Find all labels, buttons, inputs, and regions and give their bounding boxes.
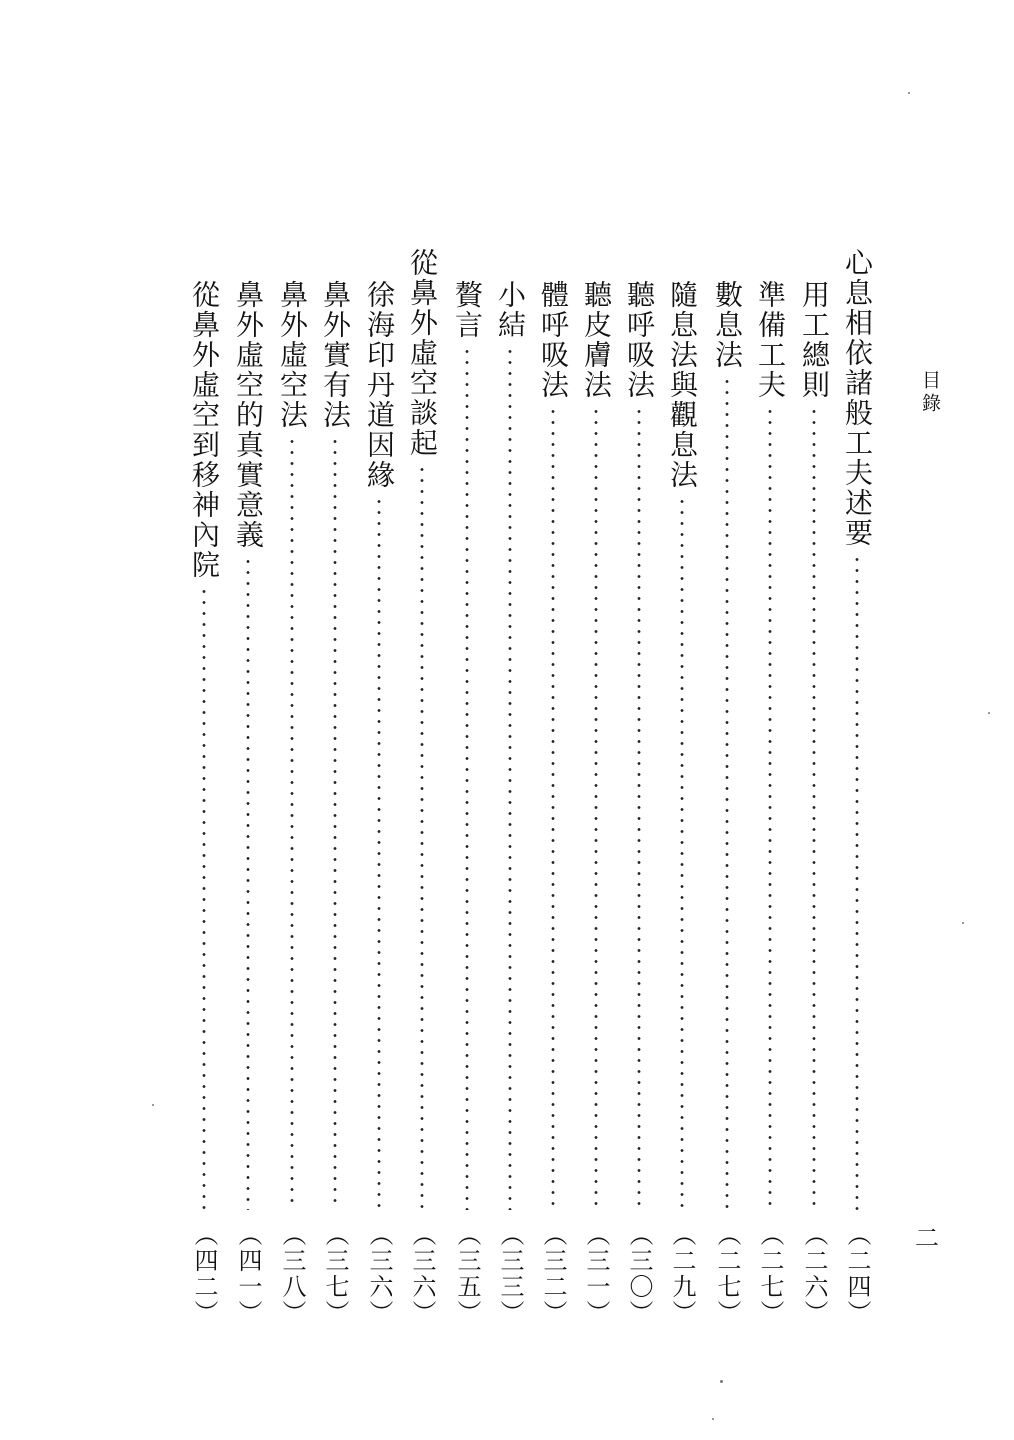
entry-title: 從鼻外虛空談起 bbox=[406, 248, 439, 458]
entry-page-number: （三五） bbox=[453, 1222, 481, 1326]
toc-entry bbox=[405, 0, 439, 1440]
entry-page-number: （三六） bbox=[365, 1222, 393, 1326]
entry-page-number: （二七） bbox=[756, 1222, 784, 1326]
entry-title: 小結 bbox=[494, 280, 527, 340]
toc-entry bbox=[579, 0, 613, 1440]
toc-entry bbox=[710, 0, 744, 1440]
dot-leader bbox=[812, 406, 816, 1210]
entry-page-number: （三六） bbox=[408, 1222, 436, 1326]
dot-leader bbox=[377, 496, 381, 1210]
toc-entry bbox=[318, 0, 352, 1440]
entry-title: 徐海印丹道因緣 bbox=[363, 280, 396, 490]
toc-entry bbox=[665, 0, 699, 1440]
entry-title: 隨息法與觀息法 bbox=[666, 280, 699, 490]
entry-title: 鼻外實有法 bbox=[319, 280, 352, 430]
dot-leader bbox=[290, 436, 294, 1210]
dot-leader bbox=[202, 586, 206, 1210]
dot-leader bbox=[508, 346, 512, 1210]
toc-entry bbox=[493, 0, 527, 1440]
toc-entry bbox=[187, 0, 221, 1440]
print-speck bbox=[712, 1418, 714, 1420]
print-speck bbox=[152, 1104, 154, 1106]
toc-entry bbox=[753, 0, 787, 1440]
entry-page-number: （二六） bbox=[800, 1222, 828, 1326]
dot-leader bbox=[594, 406, 598, 1210]
print-speck bbox=[908, 92, 910, 94]
dot-leader bbox=[551, 406, 555, 1210]
toc-entry bbox=[275, 0, 309, 1440]
toc-entry bbox=[797, 0, 831, 1440]
entry-page-number: （二九） bbox=[668, 1222, 696, 1326]
dot-leader bbox=[333, 436, 337, 1210]
print-speck bbox=[962, 922, 964, 924]
dot-leader bbox=[420, 464, 424, 1210]
entry-title: 心息相依諸般工夫述要 bbox=[841, 248, 874, 548]
entry-title: 用工總則 bbox=[798, 280, 831, 400]
toc-entry bbox=[450, 0, 484, 1440]
dot-leader bbox=[855, 554, 859, 1210]
dot-leader bbox=[637, 406, 641, 1210]
entry-page-number: （三三） bbox=[496, 1222, 524, 1326]
entry-title: 體呼吸法 bbox=[537, 280, 570, 400]
dot-leader bbox=[768, 406, 772, 1210]
entry-title: 從鼻外虛空到移神內院 bbox=[188, 280, 221, 580]
entry-title: 聽呼吸法 bbox=[623, 280, 656, 400]
toc-entry bbox=[622, 0, 656, 1440]
dot-leader bbox=[725, 376, 729, 1210]
print-speck bbox=[988, 712, 990, 714]
entry-page-number: （三八） bbox=[278, 1222, 306, 1326]
entry-page-number: （二四） bbox=[843, 1222, 871, 1326]
dot-leader bbox=[246, 556, 250, 1210]
entry-page-number: （三二） bbox=[539, 1222, 567, 1326]
toc-entry bbox=[231, 0, 265, 1440]
entry-title: 數息法 bbox=[711, 280, 744, 370]
dot-leader bbox=[680, 496, 684, 1210]
entry-page-number: （三七） bbox=[321, 1222, 349, 1326]
entry-page-number: （四二） bbox=[190, 1222, 218, 1326]
entry-page-number: （四一） bbox=[234, 1222, 262, 1326]
entry-page-number: （二七） bbox=[713, 1222, 741, 1326]
toc-entry bbox=[536, 0, 570, 1440]
running-header: 目錄 bbox=[919, 370, 941, 416]
print-speck bbox=[720, 1380, 723, 1383]
entry-page-number: （三〇） bbox=[625, 1222, 653, 1326]
entry-title: 鼻外虛空法 bbox=[276, 280, 309, 430]
entry-title: 鼻外虛空的真實意義 bbox=[232, 280, 265, 550]
entry-title: 贅言 bbox=[451, 280, 484, 340]
dot-leader bbox=[465, 346, 469, 1210]
entry-page-number: （三一） bbox=[582, 1222, 610, 1326]
toc-entry bbox=[362, 0, 396, 1440]
entry-title: 準備工夫 bbox=[754, 280, 787, 400]
entry-title: 聽皮膚法 bbox=[580, 280, 613, 400]
toc-entry bbox=[840, 0, 874, 1440]
page-number: 二 bbox=[915, 1224, 939, 1252]
